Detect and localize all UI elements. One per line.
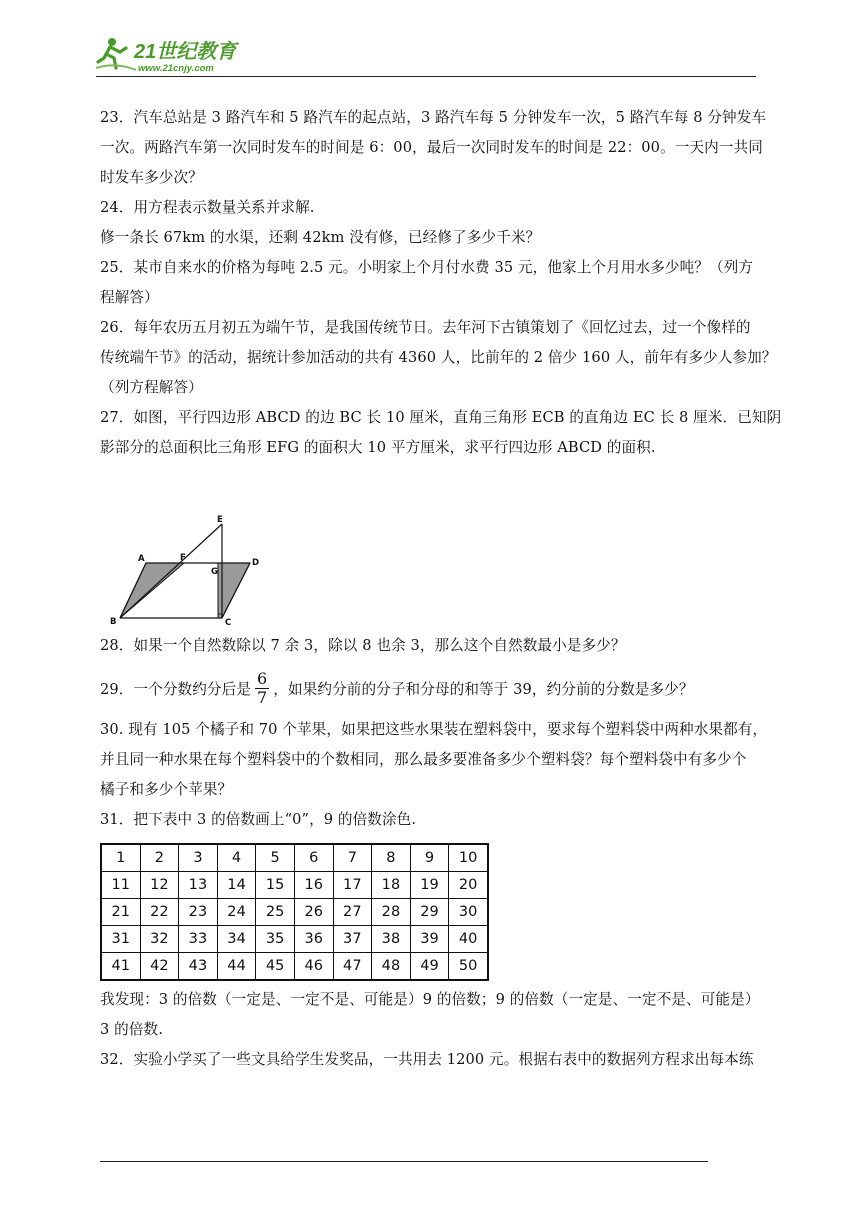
table-cell: 14 <box>217 872 256 899</box>
question-text-line: 时发车多少次？ <box>100 169 203 186</box>
label-c: C <box>225 618 232 628</box>
table-cell: 48 <box>372 953 411 981</box>
question-text-line: 31．把下表中 3 的倍数画上“0”，9 的倍数涂色. <box>100 811 417 828</box>
table-cell: 30 <box>449 899 488 926</box>
site-logo <box>96 34 266 78</box>
table-cell: 49 <box>410 953 449 981</box>
table-cell: 47 <box>333 953 372 981</box>
question-31 <box>100 805 764 1045</box>
table-cell: 1 <box>101 844 140 872</box>
table-cell: 11 <box>101 872 140 899</box>
table-cell: 19 <box>410 872 449 899</box>
table-cell: 34 <box>217 926 256 953</box>
table-cell: 32 <box>140 926 179 953</box>
question-text-line: 影部分的总面积比三角形 EFG 的面积大 10 平方厘米，求平行四边形 ABCD 的面积. <box>100 439 656 456</box>
question-text-line: 27．如图，平行四边形 ABCD 的边 BC 长 10 厘米，直角三角形 ECB 的直角边 EC 长 8 厘米．已知阴 <box>100 409 782 426</box>
question-text-line: 24．用方程表示数量关系并求解. <box>100 199 315 216</box>
table-cell: 17 <box>333 872 372 899</box>
question-text: ，如果约分前的分子和分母的和等于 39，约分前的分数是多少？ <box>273 680 694 698</box>
table-cell: 27 <box>333 899 372 926</box>
label-e: E <box>217 515 223 525</box>
runner-icon <box>96 38 136 70</box>
header-divider <box>96 76 756 77</box>
table-row <box>101 844 488 872</box>
table-cell: 3 <box>179 844 218 872</box>
question-30 <box>100 715 768 805</box>
label-g: G <box>211 567 219 577</box>
table-cell: 50 <box>449 953 488 981</box>
question-text: 29．一个分数约分后是 <box>100 680 252 698</box>
question-27 <box>100 403 782 463</box>
question-23 <box>100 103 767 193</box>
table-cell: 41 <box>101 953 140 981</box>
table-cell: 31 <box>101 926 140 953</box>
table-row <box>101 872 488 899</box>
fraction <box>255 670 269 707</box>
table-cell: 9 <box>410 844 449 872</box>
question-25 <box>100 253 764 313</box>
question-text-line: 修一条长 67km 的水渠，还剩 42km 没有修，已经修了多少千米？ <box>100 229 541 246</box>
question-text-line: 传统端午节》的活动，据统计参加活动的共有 4360 人，比前年的 2 倍少 160 人，前年有多少人参加？ <box>100 349 777 366</box>
question-text-line: 3 的倍数. <box>100 1021 163 1038</box>
edge-be <box>120 524 222 618</box>
table-cell: 38 <box>372 926 411 953</box>
table-cell: 15 <box>256 872 295 899</box>
table-cell: 10 <box>449 844 488 872</box>
table-cell: 5 <box>256 844 295 872</box>
table-cell: 12 <box>140 872 179 899</box>
table-cell: 28 <box>372 899 411 926</box>
table-cell: 46 <box>294 953 333 981</box>
table-cell: 43 <box>179 953 218 981</box>
question-text-line: 25．某市自来水的价格为每吨 2.5 元。小明家上个月付水费 35 元，他家上个月用水多少吨？（列方 <box>100 259 754 276</box>
table-cell: 37 <box>333 926 372 953</box>
table-cell: 2 <box>140 844 179 872</box>
question-text-line: 23．汽车总站是 3 路汽车和 5 路汽车的起点站，3 路汽车每 5 分钟发车一次，5 路汽车每 8 分钟发车 <box>100 109 767 126</box>
question-28: 28．如果一个自然数除以 7 余 3，除以 8 也余 3，那么这个自然数最小是多少？ <box>100 637 626 654</box>
question-text-line: 程解答） <box>100 289 159 306</box>
table-cell: 25 <box>256 899 295 926</box>
table-cell: 23 <box>179 899 218 926</box>
label-d: D <box>252 558 260 568</box>
question-text-line: 一次。两路汽车第一次同时发车的时间是 6：00，最后一次同时发车的时间是 22：00。一天内一共同 <box>100 139 763 156</box>
question-text-line: （列方程解答） <box>100 379 203 396</box>
table-cell: 22 <box>140 899 179 926</box>
table-cell: 18 <box>372 872 411 899</box>
question-32 <box>100 1045 764 1075</box>
question-text-line: 32．实验小学买了一些文具给学生发奖品，一共用去 1200 元。根据右表中的数据列方程求出每本练 <box>100 1051 754 1068</box>
label-a: A <box>138 554 145 564</box>
question-list <box>100 103 782 1075</box>
question-text-line: 30. 现有 105 个橘子和 70 个苹果，如果把这些水果装在塑料袋中，要求每个塑料袋中两种水果都有， <box>100 721 768 738</box>
table-cell: 7 <box>333 844 372 872</box>
table-cell: 4 <box>217 844 256 872</box>
table-cell: 29 <box>410 899 449 926</box>
table-cell: 33 <box>179 926 218 953</box>
question-text-line: 26．每年农历五月初五为端午节，是我国传统节日。去年河下古镇策划了《回忆过去，过一个像样的 <box>100 319 751 336</box>
question-text-line: 并且同一种水果在每个塑料袋中的个数相同，那么最多要准备多少个塑料袋？每个塑料袋中有多少个 <box>100 751 747 768</box>
logo-url: www.21cnjy.com <box>138 63 214 74</box>
parallelogram-figure <box>100 467 764 631</box>
footer-divider <box>100 1161 708 1162</box>
table-cell: 26 <box>294 899 333 926</box>
question-29 <box>100 661 764 715</box>
table-cell: 21 <box>101 899 140 926</box>
number-table <box>100 843 489 981</box>
table-cell: 20 <box>449 872 488 899</box>
table-cell: 40 <box>449 926 488 953</box>
question-24 <box>100 193 764 253</box>
table-cell: 24 <box>217 899 256 926</box>
table-cell: 44 <box>217 953 256 981</box>
label-f: F <box>180 553 186 563</box>
table-cell: 6 <box>294 844 333 872</box>
table-cell: 42 <box>140 953 179 981</box>
table-row <box>101 926 488 953</box>
question-text-line: 橘子和多少个苹果？ <box>100 781 233 798</box>
table-row <box>101 899 488 926</box>
question-text-line: 我发现：3 的倍数（一定是、一定不是、可能是）9 的倍数；9 的倍数（一定是、一定不是、可能是） <box>100 991 760 1008</box>
table-cell: 8 <box>372 844 411 872</box>
table-cell: 36 <box>294 926 333 953</box>
table-cell: 35 <box>256 926 295 953</box>
table-cell: 39 <box>410 926 449 953</box>
table-row <box>101 953 488 981</box>
table-cell: 45 <box>256 953 295 981</box>
logo-title: 21世纪教育 <box>134 41 237 63</box>
fraction-numerator: 6 <box>257 668 268 688</box>
table-cell: 16 <box>294 872 333 899</box>
table-cell: 13 <box>179 872 218 899</box>
question-26 <box>100 313 777 403</box>
label-b: B <box>110 617 117 627</box>
fraction-denominator: 7 <box>257 687 268 707</box>
